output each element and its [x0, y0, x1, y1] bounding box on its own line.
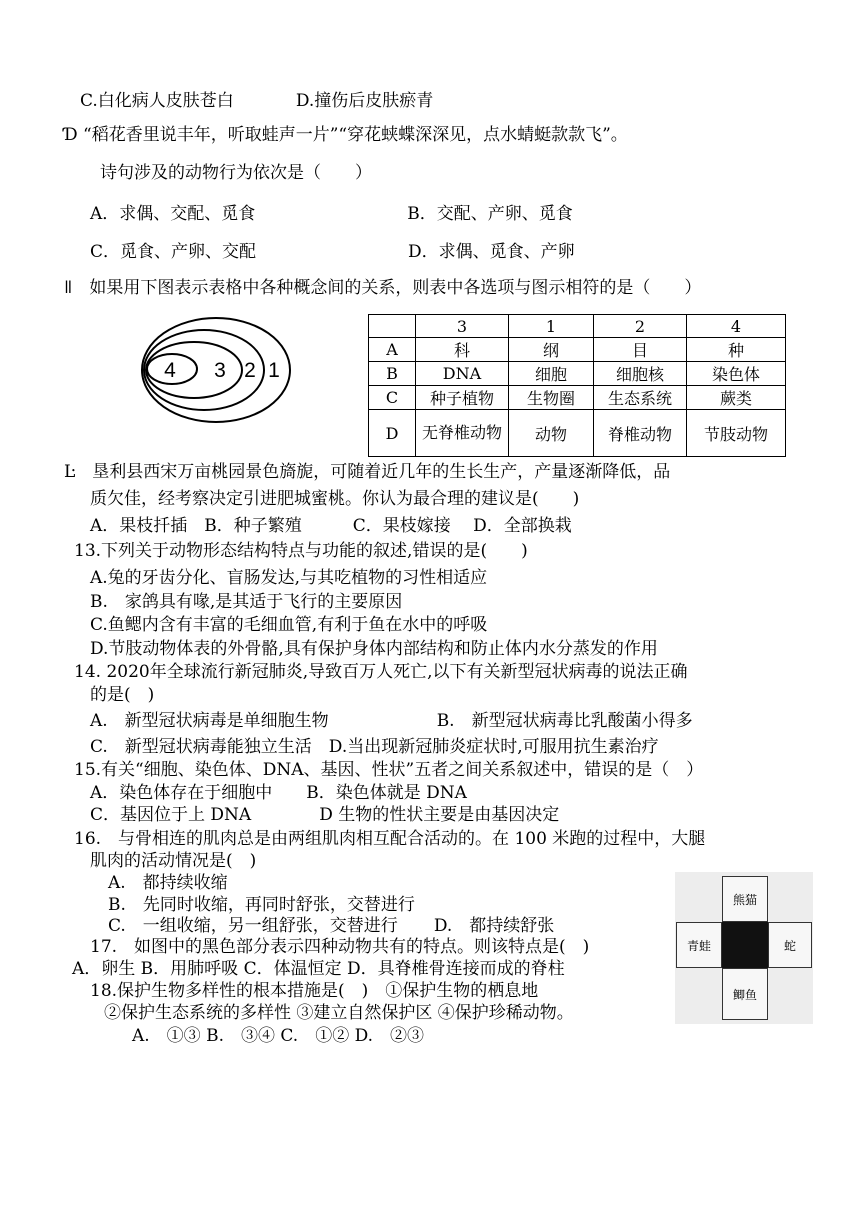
snake-cell: 蛇 — [768, 922, 812, 968]
table-cell: 4 — [687, 315, 786, 338]
ellipse-label-2: 2 — [244, 359, 256, 382]
question-12-cont: 质欠佳，经考察决定引进肥城蜜桃。你认为最合理的建议是( ) — [90, 489, 580, 509]
question-15-options-ab: A．染色体存在于细胞中 B．染色体就是 DNA — [90, 783, 467, 803]
table-header-row — [369, 315, 786, 338]
table-row — [369, 386, 786, 410]
table-cell: 动物 — [509, 410, 594, 457]
animal-features-figure — [675, 872, 813, 1024]
question-10-options-cd — [90, 241, 575, 263]
question-16-options-cd — [108, 915, 554, 937]
option-a: A．求偶、交配、觅食 — [90, 204, 256, 224]
crucian-carp-cell: 鲫鱼 — [722, 968, 768, 1020]
table-cell: 生物圈 — [509, 386, 594, 410]
question-18-options: A. ①③ B. ③④ C. ①② D. ②③ — [132, 1026, 425, 1046]
table-cell: 种 — [687, 338, 786, 362]
question-13-option-b: B. 家鸽具有喙,是其适于飞行的主要原因 — [90, 592, 403, 612]
table-cell: B — [369, 362, 416, 386]
table-cell: 脊椎动物 — [594, 410, 687, 457]
option-b: B. 新型冠状病毒比乳酸菌小得多 — [436, 711, 693, 731]
question-13-option-d: D.节肢动物体表的外骨骼,具有保护身体内部结构和防止体内水分蒸发的作用 — [90, 639, 658, 659]
panda-cell: 熊猫 — [722, 876, 768, 922]
ellipse-label-4: 4 — [164, 359, 176, 382]
concept-table — [368, 314, 786, 457]
table-cell: 细胞 — [509, 362, 594, 386]
table-cell: 细胞核 — [594, 362, 687, 386]
ellipse-label-3: 3 — [214, 359, 226, 382]
table-cell — [369, 315, 416, 338]
question-13: 13.下列关于动物形态结构特点与功能的叙述,错误的是( ) — [74, 541, 528, 561]
table-cell: 蕨类 — [687, 386, 786, 410]
table-cell: 2 — [594, 315, 687, 338]
question-15-options-cd: C．基因位于上 DNA D 生物的性状主要是由基因决定 — [90, 805, 560, 825]
nested-ellipse-diagram — [140, 316, 292, 424]
table-cell: C — [369, 386, 416, 410]
question-17: 17. 如图中的黑色部分表示四种动物共有的特点。则该特点是( ) — [90, 937, 590, 957]
option-d: D.撞伤后皮肤瘀青 — [295, 91, 434, 111]
option-d: D. 都持续舒张 — [433, 916, 555, 936]
option-c: C. 一组收缩，另一组舒张，交替进行 — [108, 916, 398, 936]
table-cell: DNA — [416, 362, 509, 386]
option-a: A. 新型冠状病毒是单细胞生物 — [90, 711, 329, 731]
table-cell: A — [369, 338, 416, 362]
table-cell: 目 — [594, 338, 687, 362]
question-14-options-ab — [90, 710, 693, 732]
option-d: D．求偶、觅食、产卵 — [408, 242, 575, 262]
option-line — [80, 90, 433, 112]
question-16-cont: 肌肉的活动情况是( ) — [90, 851, 257, 871]
question-16-option-b: B. 先同时收缩，再同时舒张，交替进行 — [108, 895, 415, 915]
question-16-option-a: A. 都持续收缩 — [108, 873, 228, 893]
option-c: C.白化病人皮肤苍白 — [80, 91, 234, 111]
question-15: 15.有关“细胞、染色体、DNA、基因、性状”五者之间关系叙述中，错误的是（ ） — [74, 760, 704, 780]
question-18-cont: ②保护生态系统的多样性 ③建立自然保护区 ④保护珍稀动物。 — [104, 1003, 574, 1023]
question-10-options-ab — [90, 203, 573, 225]
option-b: B．交配、产卵、觅食 — [407, 204, 573, 224]
table-cell: 无脊椎动物 — [416, 410, 509, 457]
table-cell: 3 — [416, 315, 509, 338]
table-cell: 1 — [509, 315, 594, 338]
question-12: Ŀ 垦利县西宋万亩桃园景色旖旎，可随着近几年的生长生产，产量逐渐降低，品 — [64, 462, 671, 482]
question-12-options: A．果枝扦插 B．种子繁殖 C．果枝嫁接 D．全部换栽 — [90, 516, 572, 536]
table-cell: 科 — [416, 338, 509, 362]
table-cell: D — [369, 410, 416, 457]
question-10-stem: 诗句涉及的动物行为依次是（ ） — [100, 163, 372, 183]
table-row — [369, 362, 786, 386]
option-c: C．觅食、产卵、交配 — [90, 242, 257, 262]
question-17-options: A．卵生 B．用肺呼吸 C．体温恒定 D．具脊椎骨连接而成的脊柱 — [72, 959, 565, 979]
frog-cell: 青蛙 — [676, 922, 722, 968]
shared-feature-black-cell — [722, 922, 768, 968]
table-row — [369, 410, 786, 457]
question-11: ǁ 如果用下图表示表格中各种概念间的关系，则表中各选项与图示相符的是（ ） — [64, 278, 702, 298]
question-14: 14. 2020年全球流行新冠肺炎,导致百万人死亡,以下有关新型冠状病毒的说法正确 — [74, 662, 688, 682]
question-13-option-c: C.鱼鳃内含有丰富的毛细血管,有利于鱼在水中的呼吸 — [90, 615, 488, 635]
question-16: 16. 与骨相连的肌肉总是由两组肌肉相互配合活动的。在 100 米跑的过程中，大腿 — [74, 829, 706, 849]
table-cell: 纲 — [509, 338, 594, 362]
table-cell: 生态系统 — [594, 386, 687, 410]
question-18: 18.保护生物多样性的根本措施是( ) ①保护生物的栖息地 — [90, 981, 539, 1001]
table-row — [369, 338, 786, 362]
ellipse-label-1: 1 — [268, 359, 280, 382]
question-14-cont: 的是( ) — [90, 685, 155, 705]
question-14-options-cd: C. 新型冠状病毒能独立生活 D.当出现新冠肺炎症状时,可服用抗生素治疗 — [90, 737, 659, 757]
table-cell: 种子植物 — [416, 386, 509, 410]
question-13-option-a: A.兔的牙齿分化、盲肠发达,与其吃植物的习性相适应 — [90, 568, 488, 588]
table-cell: 染色体 — [687, 362, 786, 386]
table-cell: 节肢动物 — [687, 410, 786, 457]
question-10: Ɗ “稻花香里说丰年，听取蛙声一片”“穿花蛱蝶深深见，点水蜻蜓款款飞”。 — [64, 125, 628, 145]
